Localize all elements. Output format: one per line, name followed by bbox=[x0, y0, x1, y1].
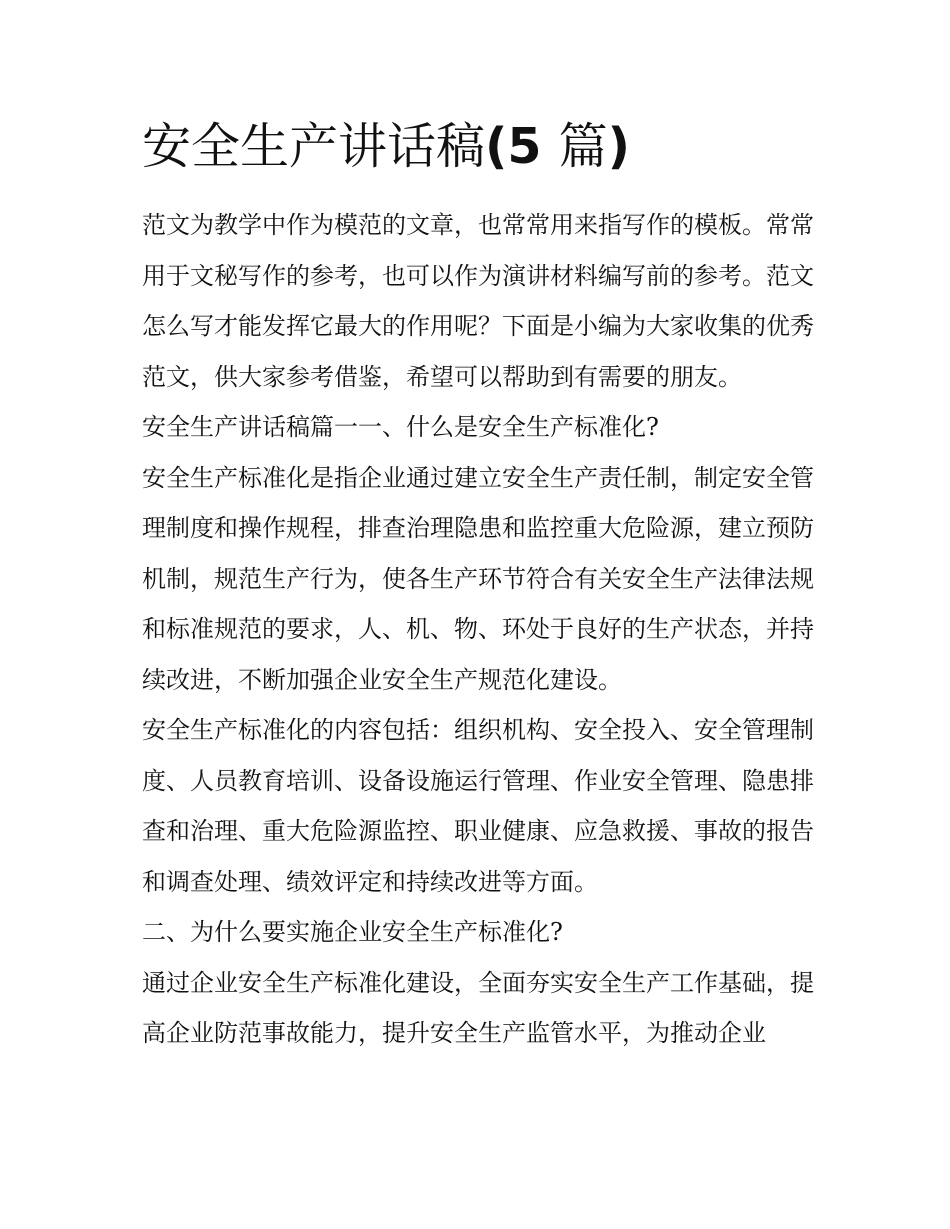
title-main: 安全生产讲话稿 bbox=[142, 118, 486, 175]
document-title bbox=[142, 112, 822, 182]
title-close-paren: ) bbox=[607, 118, 630, 175]
intro-paragraph: 范文为教学中作为模范的文章，也常常用来指写作的模板。常常用于文秘写作的参考，也可以作为演讲材料编写前的参考。范文怎么写才能发挥它最大的作用呢？下面是小编为大家收集的优秀范文，供大家参考借鉴，希望可以帮助到有需要的朋友。 bbox=[142, 211, 814, 391]
section-heading-1: 安全生产讲话稿篇一一、什么是安全生产标准化? bbox=[142, 413, 659, 441]
purpose-paragraph: 通过企业安全生产标准化建设，全面夯实安全生产工作基础，提高企业防范事故能力，提升安全生产监管水平，为推动企业 bbox=[142, 968, 814, 1047]
title-count: (5 bbox=[485, 118, 559, 175]
section-heading-2: 二、为什么要实施企业安全生产标准化? bbox=[142, 918, 563, 946]
title-count-unit: 篇 bbox=[558, 118, 608, 175]
content-paragraph: 安全生产标准化的内容包括：组织机构、安全投入、安全管理制度、人员教育培训、设备设施运行管理、作业安全管理、隐患排查和治理、重大危险源监控、职业健康、应急救援、事故的报告和调查处理、绩效评定和持续改进等方面。 bbox=[142, 716, 814, 896]
document-body bbox=[142, 200, 814, 1059]
definition-paragraph: 安全生产标准化是指企业通过建立安全生产责任制，制定安全管理制度和操作规程，排查治理隐患和监控重大危险源，建立预防机制，规范生产行为，使各生产环节符合有关安全生产法律法规和标准规范的要求，人、机、物、环处于良好的生产状态，并持续改进，不断加强企业安全生产规范化建设。 bbox=[142, 463, 814, 694]
